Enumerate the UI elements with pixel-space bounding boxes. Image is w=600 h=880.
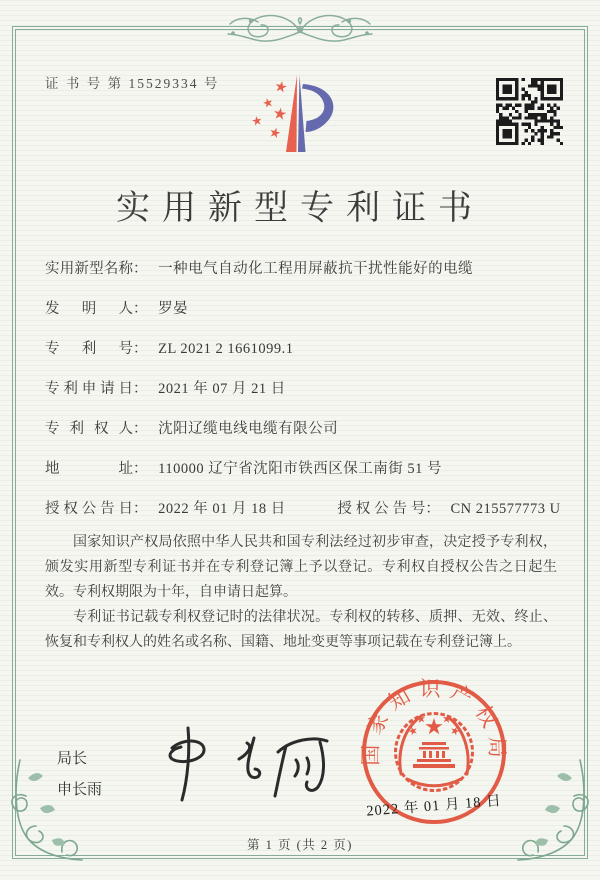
legal-paragraph: 国家知识产权局依照中华人民共和国专利法经过初步审查，决定授予专利权，颁发实用新型专利证书并在专利登记簿上予以登记。专利权自授权公告之日起生效。专利权期限为十年，自申请日起算。 [45, 535, 557, 600]
field-row-filing-date: 专利申请日： 2021 年 07 月 21 日 [45, 378, 557, 418]
top-flourish-ornament [140, 6, 460, 50]
field-label: 发明人 [45, 301, 133, 317]
seal-date: 2022 年 01 月 18 日 [365, 793, 503, 820]
field-value: 一种电气自动化工程用屏蔽抗干扰性能好的电缆 [158, 261, 474, 277]
field-row-patent-number: 专利号： ZL 2021 2 1661099.1 [45, 338, 557, 378]
field-list [45, 258, 561, 538]
legal-text [45, 530, 557, 655]
page-footer: 第 1 页 (共 2 页) [247, 838, 353, 852]
signature-image [155, 716, 345, 811]
field-value: CN 215577773 U [450, 501, 561, 517]
cnipa-logo-icon [233, 72, 345, 166]
field-label: 专利权人 [45, 421, 133, 437]
legal-paragraph: 专利证书记载专利权登记时的法律状况。专利权的转移、质押、无效、终止、恢复和专利权人的姓名或名称、国籍、地址变更等事项记载在专利登记簿上。 [45, 610, 557, 650]
field-label: 专利申请日 [45, 381, 133, 397]
grant-date: 授权公告日： 2022 年 01 月 18 日 [45, 501, 289, 517]
qr-code [496, 78, 563, 145]
field-row-address: 地址： 110000 辽宁省沈阳市铁西区保工南街 51 号 [45, 458, 557, 498]
grant-number: 授权公告号： CN 215577773 U [337, 498, 560, 521]
signer-name: 申长雨 [57, 782, 103, 798]
seal-arc-text: 国家知识产权局 [358, 676, 510, 766]
field-value: 2022 年 01 月 18 日 [158, 501, 286, 517]
field-value: 110000 辽宁省沈阳市铁西区保工南街 51 号 [158, 461, 442, 477]
field-value: 2021 年 07 月 21 日 [158, 381, 286, 397]
page-title: 实用新型专利证书 [116, 190, 484, 227]
field-label: 授权公告日 [45, 501, 133, 517]
national-emblem-icon [396, 714, 473, 791]
field-label: 实用新型名称 [45, 261, 133, 277]
field-row-name: 实用新型名称： 一种电气自动化工程用屏蔽抗干扰性能好的电缆 [45, 258, 557, 298]
field-row-inventor: 发明人： 罗晏 [45, 298, 557, 338]
field-value: 罗晏 [158, 301, 189, 317]
field-value: 沈阳辽缆电线电缆有限公司 [158, 421, 339, 437]
bottom-left-vine-ornament [6, 756, 111, 868]
field-value: ZL 2021 2 1661099.1 [158, 341, 294, 357]
field-label: 专利号 [45, 341, 133, 357]
field-label: 授权公告号 [337, 501, 426, 517]
signer-title: 局长 [57, 751, 88, 767]
field-label: 地址 [45, 461, 133, 477]
field-row-patentee: 专利权人： 沈阳辽缆电线电缆有限公司 [45, 418, 557, 458]
certificate-number: 证 书 号 第 15529334 号 [45, 76, 220, 91]
